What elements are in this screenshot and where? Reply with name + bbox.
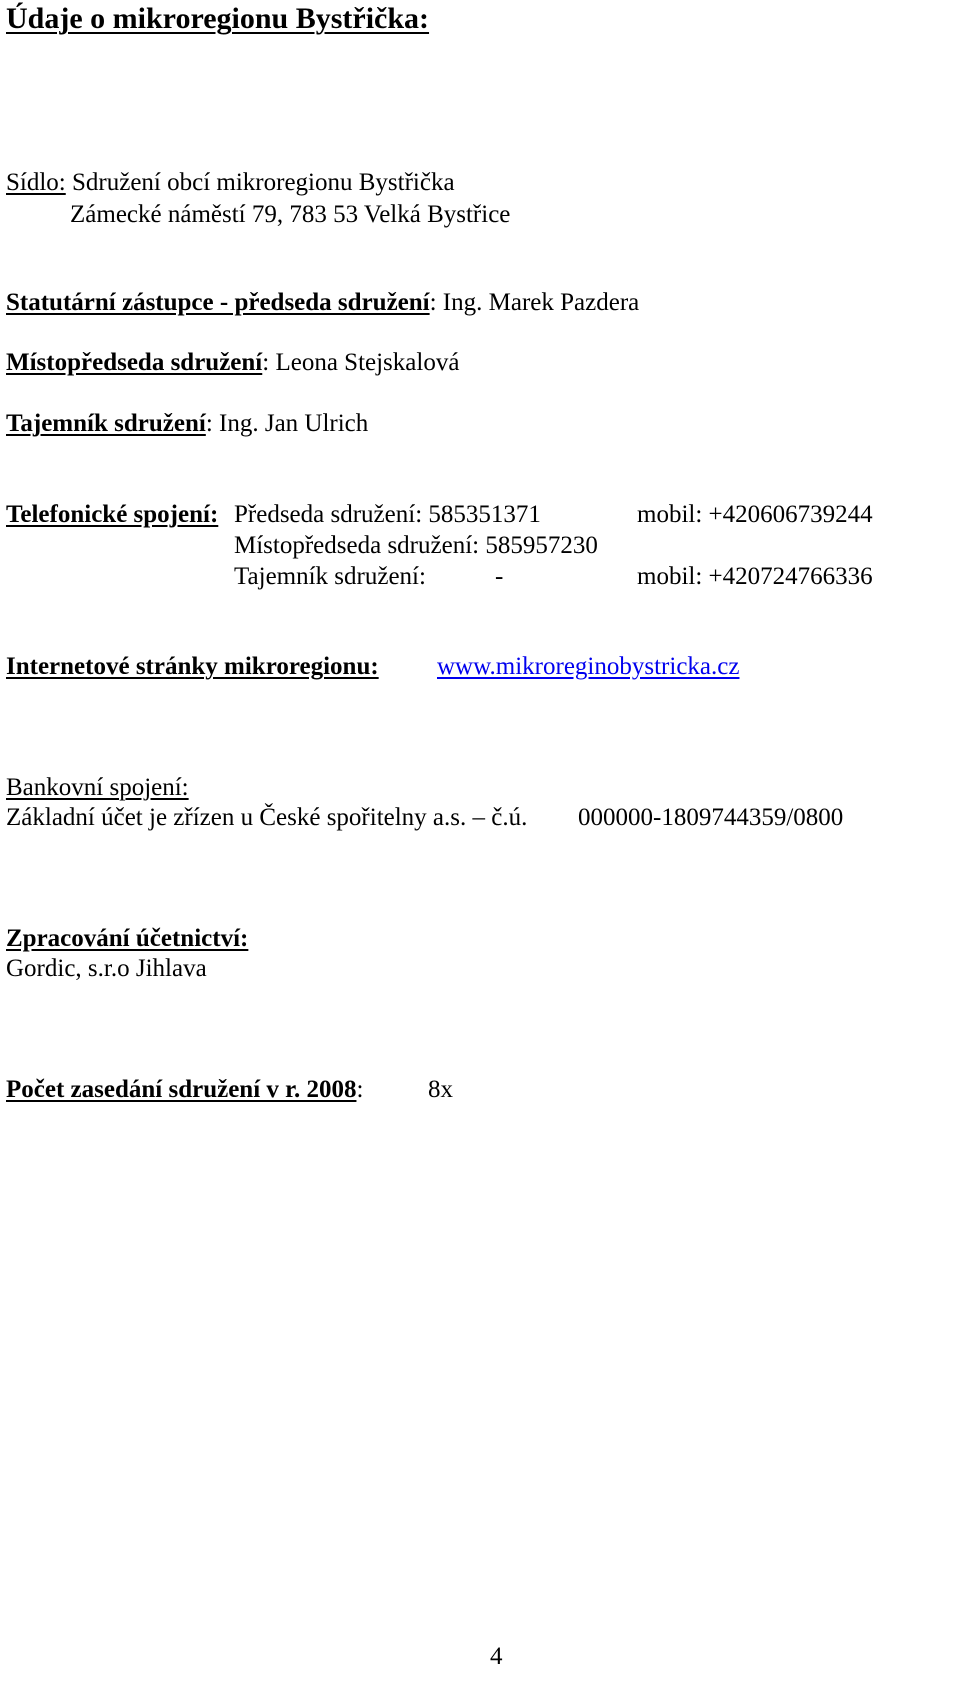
bank-text: Základní účet je zřízen u České spořitelny a.s. – č.ú. [6, 804, 528, 831]
sidlo-line-1 [6, 170, 455, 195]
secretary-value: : Ing. Jan Ulrich [205, 410, 369, 437]
statutory-label: Statutární zástupce - předseda sdružení [6, 289, 430, 316]
meetings-label: Počet zasedání sdružení v r. 2008 [6, 1076, 357, 1103]
sidlo-name: Sdružení obcí mikroregionu Bystřička [72, 169, 455, 196]
sidlo-label: Sídlo: [6, 169, 66, 196]
page-number: 4 [490, 1643, 503, 1670]
statutory-value: : Ing. Marek Pazdera [429, 289, 640, 316]
web-label: Internetové stránky mikroregionu: [6, 653, 379, 680]
phone-label: Telefonické spojení: [6, 501, 219, 528]
vice-value: : Leona Stejskalová [262, 349, 460, 376]
page-title: Údaje o mikroregionu Bystřička: [6, 2, 430, 35]
phone-row-secretary-mobile: mobil: +420724766336 [637, 563, 873, 590]
bank-label: Bankovní spojení: [6, 774, 189, 801]
accounting-label: Zpracování účetnictví: [6, 925, 249, 952]
vice-chair [6, 350, 459, 375]
phone-row-chair-mobile: mobil: +420606739244 [637, 501, 873, 528]
secretary-label: Tajemník sdružení [6, 410, 206, 437]
secretary [6, 411, 368, 436]
phone-row-vice: Místopředseda sdružení: 585957230 [234, 532, 598, 559]
vice-label: Místopředseda sdružení [6, 349, 263, 376]
website-link[interactable]: www.mikroreginobystricka.cz [437, 653, 740, 680]
accounting-value: Gordic, s.r.o Jihlava [6, 955, 207, 982]
phone-row-chair: Předseda sdružení: 585351371 [234, 501, 541, 528]
phone-row-secretary-dash: - [495, 563, 504, 590]
bank-account: 000000-1809744359/0800 [578, 804, 844, 831]
phone-row-secretary: Tajemník sdružení: [234, 563, 426, 590]
meetings-value: 8x [428, 1076, 453, 1103]
meetings-line [6, 1077, 363, 1102]
meetings-colon: : [356, 1076, 364, 1103]
sidlo-address: Zámecké náměstí 79, 783 53 Velká Bystřice [70, 201, 511, 228]
statutory-representative [6, 290, 639, 315]
